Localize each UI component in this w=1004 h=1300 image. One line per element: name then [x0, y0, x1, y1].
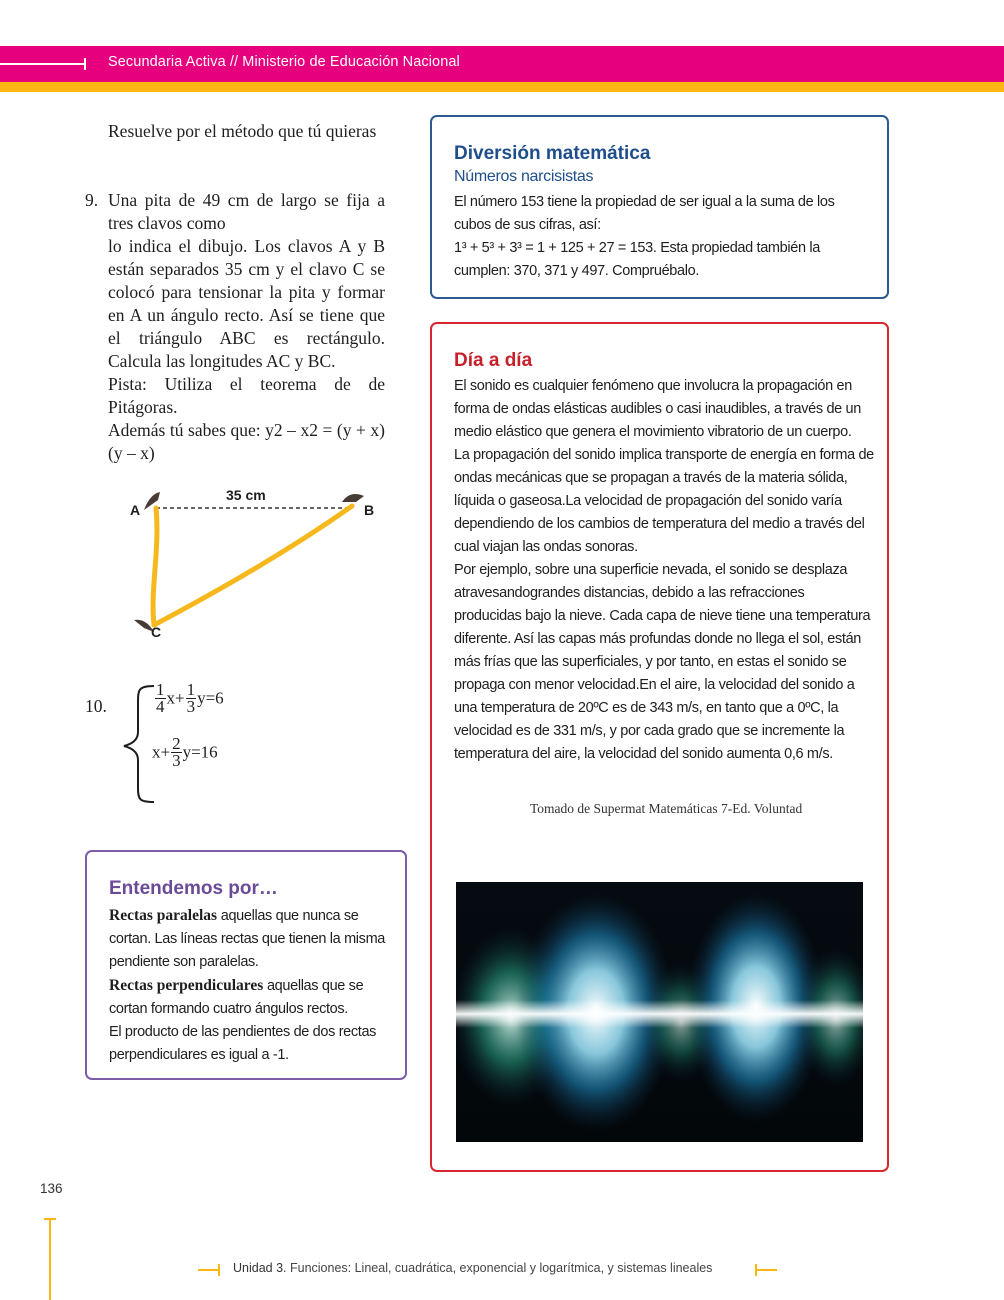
equation-1: $\frac{1}{4}$ x+ $\frac{1}{3}$ y=6: [156, 680, 224, 716]
diversion-text-2: 1³ + 5³ + 3³ = 1 + 125 + 27 = 153. Esta propiedad también la cumplen: 370, 371 y 497. Compruébalo.: [454, 240, 820, 279]
entendemos-body: [109, 904, 394, 1067]
entendemos-title: Entendemos por…: [109, 878, 278, 899]
exercise-9-line-4: Además tú sabes que: y2 – x2 = (y + x) (y – x): [108, 420, 385, 463]
dia-a-dia-paragraph-2: La propagación del sonido implica transporte de energía en forma de ondas mecánicas que se propagan a través de la materia sólida, líquida o gaseosa.La velocidad de propagación del sonido varía dependiendo de los cambios de temperatura del medio a través del cual viajan las ondas sonoras.: [454, 447, 874, 555]
exercise-9-line-1: Una pita de 49 cm de largo se fija a tres clavos como: [108, 190, 385, 233]
header-stripe: [0, 82, 1004, 92]
exercise-9-number: 9.: [85, 190, 99, 210]
exercise-9-line-2: lo indica el dibujo. Los clavos A y B están separados 35 cm y el clavo C se colocó para tensionar la pita y formar en A un ángulo recto. Así se tiene que el triángulo ABC es rectángulo. Calcula las longitudes AC y BC.: [108, 236, 385, 371]
footer-right-tick: [755, 1264, 757, 1276]
dia-a-dia-paragraph-1: El sonido es cualquier fenómeno que involucra la propagación en forma de ondas elásticas audibles o casi inaudibles, a través de un medio elástico que genera el movimiento vibratorio de un cuerpo.: [454, 378, 861, 440]
footer-vertical-tick: [44, 1218, 56, 1220]
dia-a-dia-body: [454, 375, 874, 766]
nail-b-icon: [342, 494, 364, 502]
exercise-intro: Resuelve por el método que tú quieras: [108, 121, 377, 141]
header-title: Secundaria Activa // Ministerio de Educación Nacional: [108, 54, 460, 70]
page-number: 136: [40, 1181, 63, 1196]
dia-a-dia-box: [430, 322, 889, 1172]
source-citation: Tomado de Supermat Matemáticas 7-Ed. Voluntad: [530, 801, 803, 816]
footer-right-rule: [755, 1269, 777, 1271]
header-rule-tick: [84, 58, 86, 70]
equation-2: x+ $\frac{2}{3}$ y=16: [152, 734, 218, 770]
fraction-2-3: $\frac{2}{3}$: [172, 734, 181, 770]
vertex-a-label: A: [130, 502, 141, 518]
diversion-text-1: El número 153 tiene la propiedad de ser igual a la suma de los cubos de sus cifras, así:: [454, 194, 835, 233]
definition-perpendicular: Rectas perpendiculares aquellas que se cortan formando cuatro ángulos rectos.: [109, 977, 364, 1017]
fraction-1-3: $\frac{1}{3}$: [186, 680, 196, 716]
header-rule: [0, 63, 86, 65]
dia-a-dia-title: Día a día: [454, 350, 533, 371]
string-ac: [153, 508, 157, 625]
definition-slopes: El producto de las pendientes de dos rectas perpendiculares es igual a -1.: [109, 1024, 377, 1063]
equation-system: [112, 676, 312, 806]
fraction-1-4: $\frac{1}{4}$: [156, 680, 165, 716]
exercise-9-line-3: Pista: Utiliza el teorema de de Pitágoras.: [108, 374, 385, 417]
diversion-title: Diversión matemática: [454, 143, 651, 164]
footer-unit-title: Unidad 3. Funciones: Lineal, cuadrática, exponencial y logarítmica, y sistemas lineales: [233, 1261, 713, 1275]
string-cb: [154, 506, 352, 625]
vertex-b-label: B: [364, 502, 375, 518]
triangle-figure: [120, 480, 390, 650]
diversion-body: [454, 191, 874, 283]
footer-left-tick: [218, 1264, 220, 1276]
system-brace-icon: [116, 684, 156, 804]
footer-vertical-rule: [49, 1218, 51, 1300]
diversion-box: [430, 115, 889, 299]
footer-left-rule: [198, 1269, 220, 1271]
vertex-c-label: C: [151, 624, 162, 640]
entendemos-box: [85, 850, 407, 1080]
distance-label: 35 cm: [226, 487, 266, 503]
sound-wave-image: [456, 882, 863, 1142]
diversion-subtitle: Números narcisistas: [454, 168, 594, 185]
dia-a-dia-paragraph-3: Por ejemplo, sobre una superficie nevada, el sonido se desplaza atravesandograndes distancias, debido a las refracciones producidas bajo la nieve. Cada capa de nieve tiene una temperatura diferente. Así las capas más profundas donde no llega el sol, están más frías que las superficiales, y por tanto, en estas el sonido se propaga con menor velocidad.En el aire, la velocidad del sonido a una temperatura de 20ºC es de 343 m/s, en tanto que a 0ºC, la velocidad es de 331 m/s, y por cada grado que se incremente la temperatura del aire, la velocidad del sonido aumenta 0,6 m/s.: [454, 562, 871, 762]
exercise-10-number: 10.: [85, 696, 107, 716]
exercise-9-text: [108, 189, 385, 465]
definition-parallel: Rectas paralelas aquellas que nunca se cortan. Las líneas rectas que tienen la misma pendiente son paralelas.: [109, 907, 386, 970]
